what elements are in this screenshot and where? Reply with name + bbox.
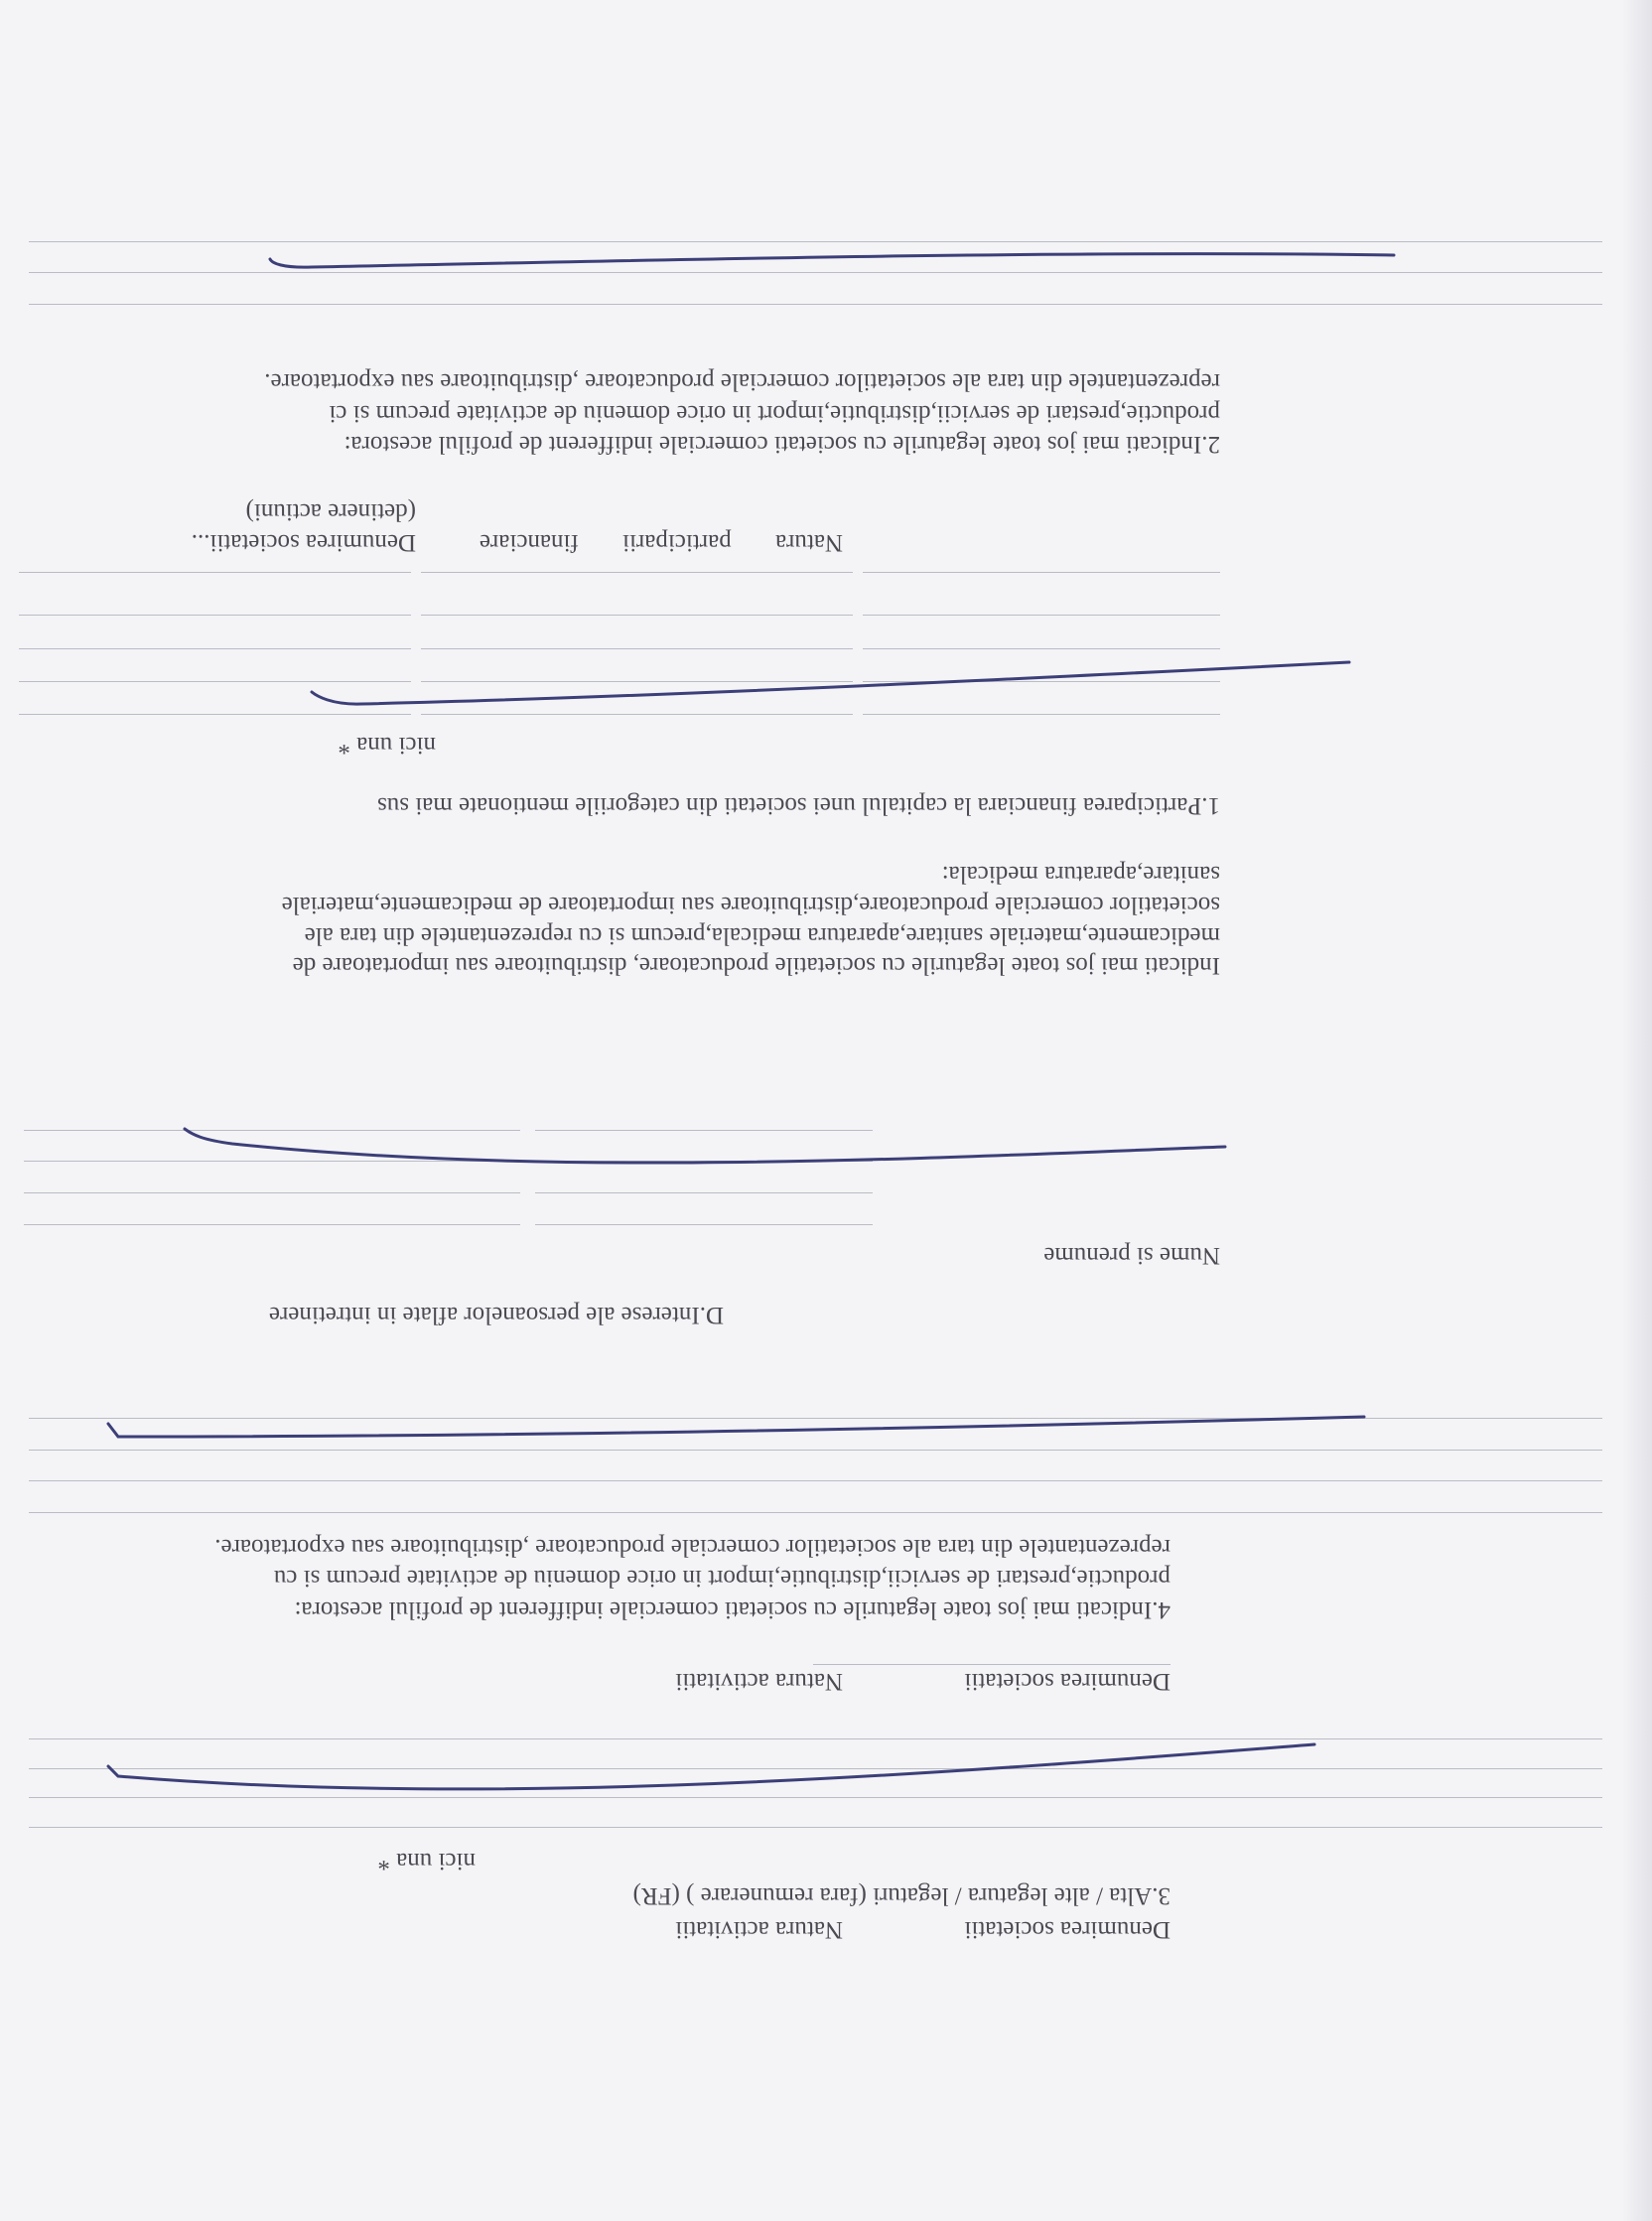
intro-line1: Indicati mai jos toate legaturile cu societatile producatoare, distribuitoare sau importatoare de	[292, 952, 1220, 979]
q1-answer: nici una *	[338, 732, 436, 759]
table1-col-company: Denumirea societatii...	[191, 529, 416, 556]
section3-col-company: Denumirea societatii	[964, 1916, 1170, 1943]
section4-line3: reprezentantele din tara ale societatilor comerciale producatoare ,distribuitoare sau exportatoare.	[214, 1534, 1170, 1561]
section4-line2: productie,prestari de servicii,distributie,import in orice domeniu de activitate precum si cu	[273, 1565, 1170, 1592]
table1-col-nature-sub: (detinere actiuni)	[245, 498, 416, 525]
sectionD-title: D.Interese ale persoanelor aflate in intretinere	[268, 1302, 724, 1328]
intro-line4: sanitare,aparatura medicala:	[941, 861, 1220, 888]
section3-title: 3.Alta / alte legatura / legaturi (fara remunerare ) (FR)	[632, 1882, 1170, 1909]
section4-line1: 4.Indicati mai jos toate legaturile cu societati comerciale indifferent de profilul acestora:	[294, 1596, 1170, 1623]
q2-line1: 2.Indicati mai jos toate legaturile cu societati comerciale indifferent de profilul acestora:	[344, 431, 1220, 458]
table3-col-activity: Natura activitatii	[675, 1668, 843, 1695]
q2-line2: productie,prestari de servicii,distributie,import in orice domeniu de activitate precum si ci	[329, 400, 1220, 427]
section3-col-activity: Natura activitatii	[675, 1916, 843, 1943]
sectionD-col-name: Nume si prenume	[1043, 1242, 1220, 1269]
intro-line3: societatilor comerciale producatoare,distribuitoare sau importatoare de medicamente,materiale	[281, 892, 1220, 918]
q2-line3: reprezentantele din tara ale societatilor comerciale producatoare ,distribuitoare sau exportatoare.	[264, 368, 1220, 395]
section3-answer: nici una *	[377, 1848, 476, 1874]
table1-col-nature: Natura participarii financiare	[479, 529, 843, 556]
q1-title: 1.Participarea financiara la capitalul unei societati din categoriile mentionate mai sus	[377, 792, 1220, 819]
table3-col-company: Denumirea societatii	[964, 1668, 1170, 1695]
intro-line2: medicamente,materiale sanitare,aparatura medicala,precum si cu reprezentantele din tara ale	[304, 922, 1220, 949]
